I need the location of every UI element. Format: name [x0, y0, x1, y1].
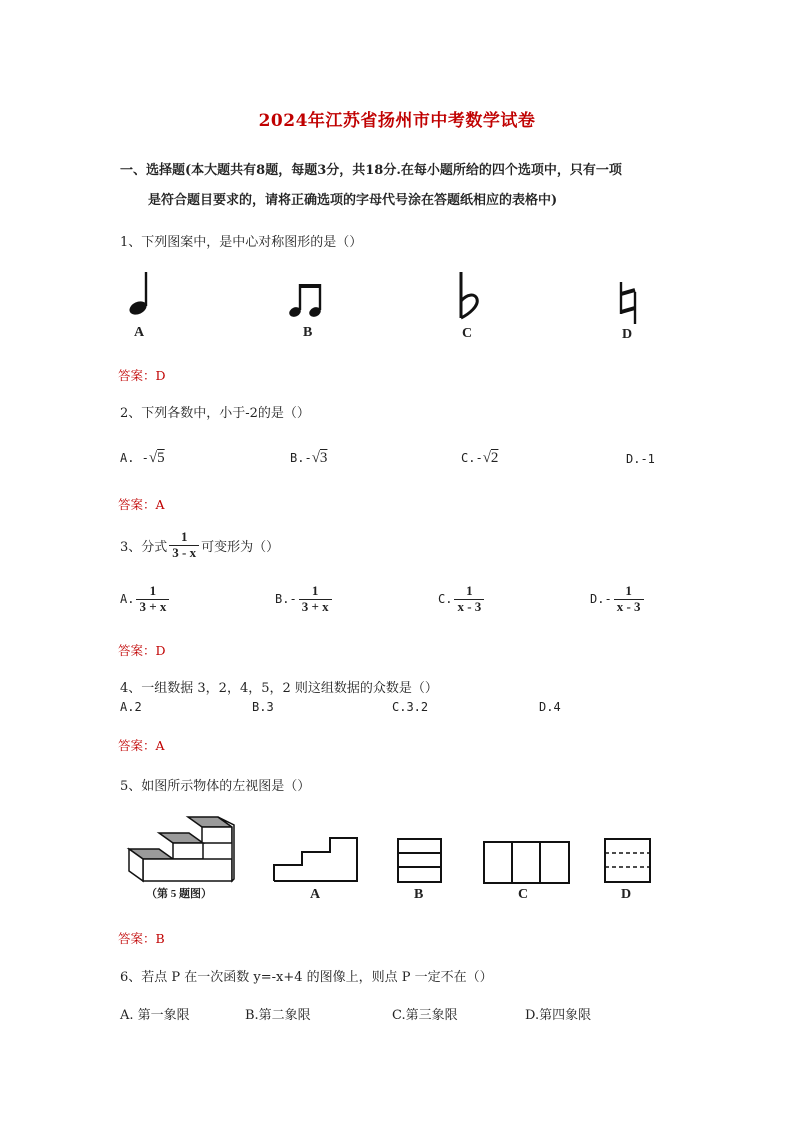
q3-option-c	[438, 584, 486, 615]
fraction	[136, 584, 169, 615]
q6-option-a: A. 第一象限	[120, 1008, 190, 1023]
fraction	[169, 530, 199, 561]
question-5-stem: 5、如图所示物体的左视图是（）	[120, 779, 311, 794]
page-title: 2024年江苏省扬州市中考数学试卷	[258, 111, 536, 131]
section-heading-line2: 是符合题目要求的，请将正确选项的字母代号涂在答题纸相应的表格中)	[148, 193, 558, 208]
answer-value: D	[155, 643, 166, 658]
q4-option-c: C.3.2	[392, 700, 429, 714]
q1-label-a: A	[134, 325, 145, 340]
q2-option-d: D.-1	[626, 452, 655, 466]
fraction	[614, 584, 644, 615]
fraction-numerator: 1	[311, 583, 319, 598]
q2-option-b	[290, 450, 327, 467]
fraction-numerator: 1	[466, 583, 473, 598]
option-a-stair-view	[273, 837, 359, 883]
q1-label-b: B	[303, 325, 313, 340]
stem-text: 可变形为（）	[201, 539, 280, 555]
answer-label: 答案：	[118, 931, 156, 946]
q5-label-d: D	[621, 887, 632, 902]
q4-option-a: A.2	[120, 700, 142, 714]
q1-label-d: D	[622, 327, 633, 342]
option-prefix: B.-	[290, 451, 312, 465]
answer-value: A	[155, 497, 165, 512]
quarter-note-icon	[126, 270, 156, 320]
section-heading-line1: 一、选择题(本大题共有8题，每题3分，共18分.在每小题所给的四个选项中，只有一项	[120, 163, 622, 178]
figure-5-caption: （第 5 题图）	[146, 888, 212, 900]
stem-text: 3、分式	[120, 539, 168, 555]
flat-sign-icon	[455, 270, 485, 322]
q5-label-b: B	[414, 887, 424, 902]
answer-value: B	[155, 931, 165, 946]
answer-5	[118, 929, 165, 947]
option-prefix: C.	[438, 592, 453, 607]
answer-value: A	[155, 738, 165, 753]
q3-option-d	[590, 584, 646, 615]
answer-value: D	[155, 368, 166, 383]
q6-option-b: B.第二象限	[245, 1008, 311, 1023]
question-2-stem: 2、下列各数中，小于-2的是（）	[120, 406, 310, 421]
fraction-denominator: 3 + x	[136, 599, 169, 615]
answer-label: 答案：	[118, 497, 156, 512]
option-prefix: A.	[120, 592, 135, 607]
fraction-numerator: 1	[149, 583, 157, 598]
stair-object-figure	[126, 817, 238, 885]
fraction-numerator: 1	[625, 583, 632, 598]
q5-label-c: C	[518, 887, 529, 902]
option-prefix: D.-	[590, 592, 612, 607]
radicand: 5	[157, 450, 165, 466]
option-prefix: A. -	[120, 451, 149, 465]
q2-option-c	[461, 450, 498, 467]
fraction-denominator: 3 - x	[169, 545, 199, 561]
option-prefix: B.-	[275, 592, 297, 607]
answer-4	[118, 736, 165, 754]
q1-label-c: C	[462, 326, 473, 341]
answer-label: 答案：	[118, 738, 156, 753]
answer-label: 答案：	[118, 643, 156, 658]
option-prefix: C.-	[461, 451, 483, 465]
option-d-dashed-rows-view	[604, 838, 652, 884]
fraction-numerator: 1	[180, 529, 188, 544]
fraction-denominator: 3 + x	[299, 599, 332, 615]
q3-option-a	[120, 584, 171, 615]
q4-option-d: D.4	[539, 700, 561, 714]
q2-option-a	[120, 450, 165, 467]
question-3-stem	[120, 530, 279, 561]
beamed-eighth-notes-icon	[290, 282, 330, 320]
answer-2	[118, 495, 165, 513]
natural-sign-icon	[617, 280, 641, 326]
option-b-three-rows-view	[397, 838, 443, 884]
radicand: 2	[490, 450, 499, 466]
q6-option-d: D.第四象限	[525, 1008, 592, 1023]
q3-option-b	[275, 584, 334, 615]
q4-option-b: B.3	[252, 700, 274, 714]
sqrt-radical-icon: √5	[148, 450, 165, 466]
fraction	[454, 584, 484, 615]
question-4-stem: 4、一组数据 3，2，4，5，2 则这组数据的众数是（）	[120, 681, 438, 696]
sqrt-radical-icon: √2	[482, 450, 499, 466]
answer-1	[118, 366, 166, 384]
q6-option-c: C.第三象限	[392, 1008, 458, 1023]
answer-label: 答案：	[118, 368, 156, 383]
fraction	[299, 584, 332, 615]
q5-label-a: A	[310, 887, 321, 902]
option-c-three-columns-view	[483, 841, 571, 885]
sqrt-radical-icon: √3	[311, 450, 328, 466]
radicand: 3	[319, 450, 328, 466]
question-6-stem: 6、若点 P 在一次函数 y=-x+4 的图像上，则点 P 一定不在（）	[120, 970, 493, 985]
question-1-stem: 1、下列图案中，是中心对称图形的是（）	[120, 235, 363, 250]
answer-3	[118, 641, 166, 659]
fraction-denominator: x - 3	[454, 599, 484, 615]
fraction-denominator: x - 3	[614, 599, 644, 615]
